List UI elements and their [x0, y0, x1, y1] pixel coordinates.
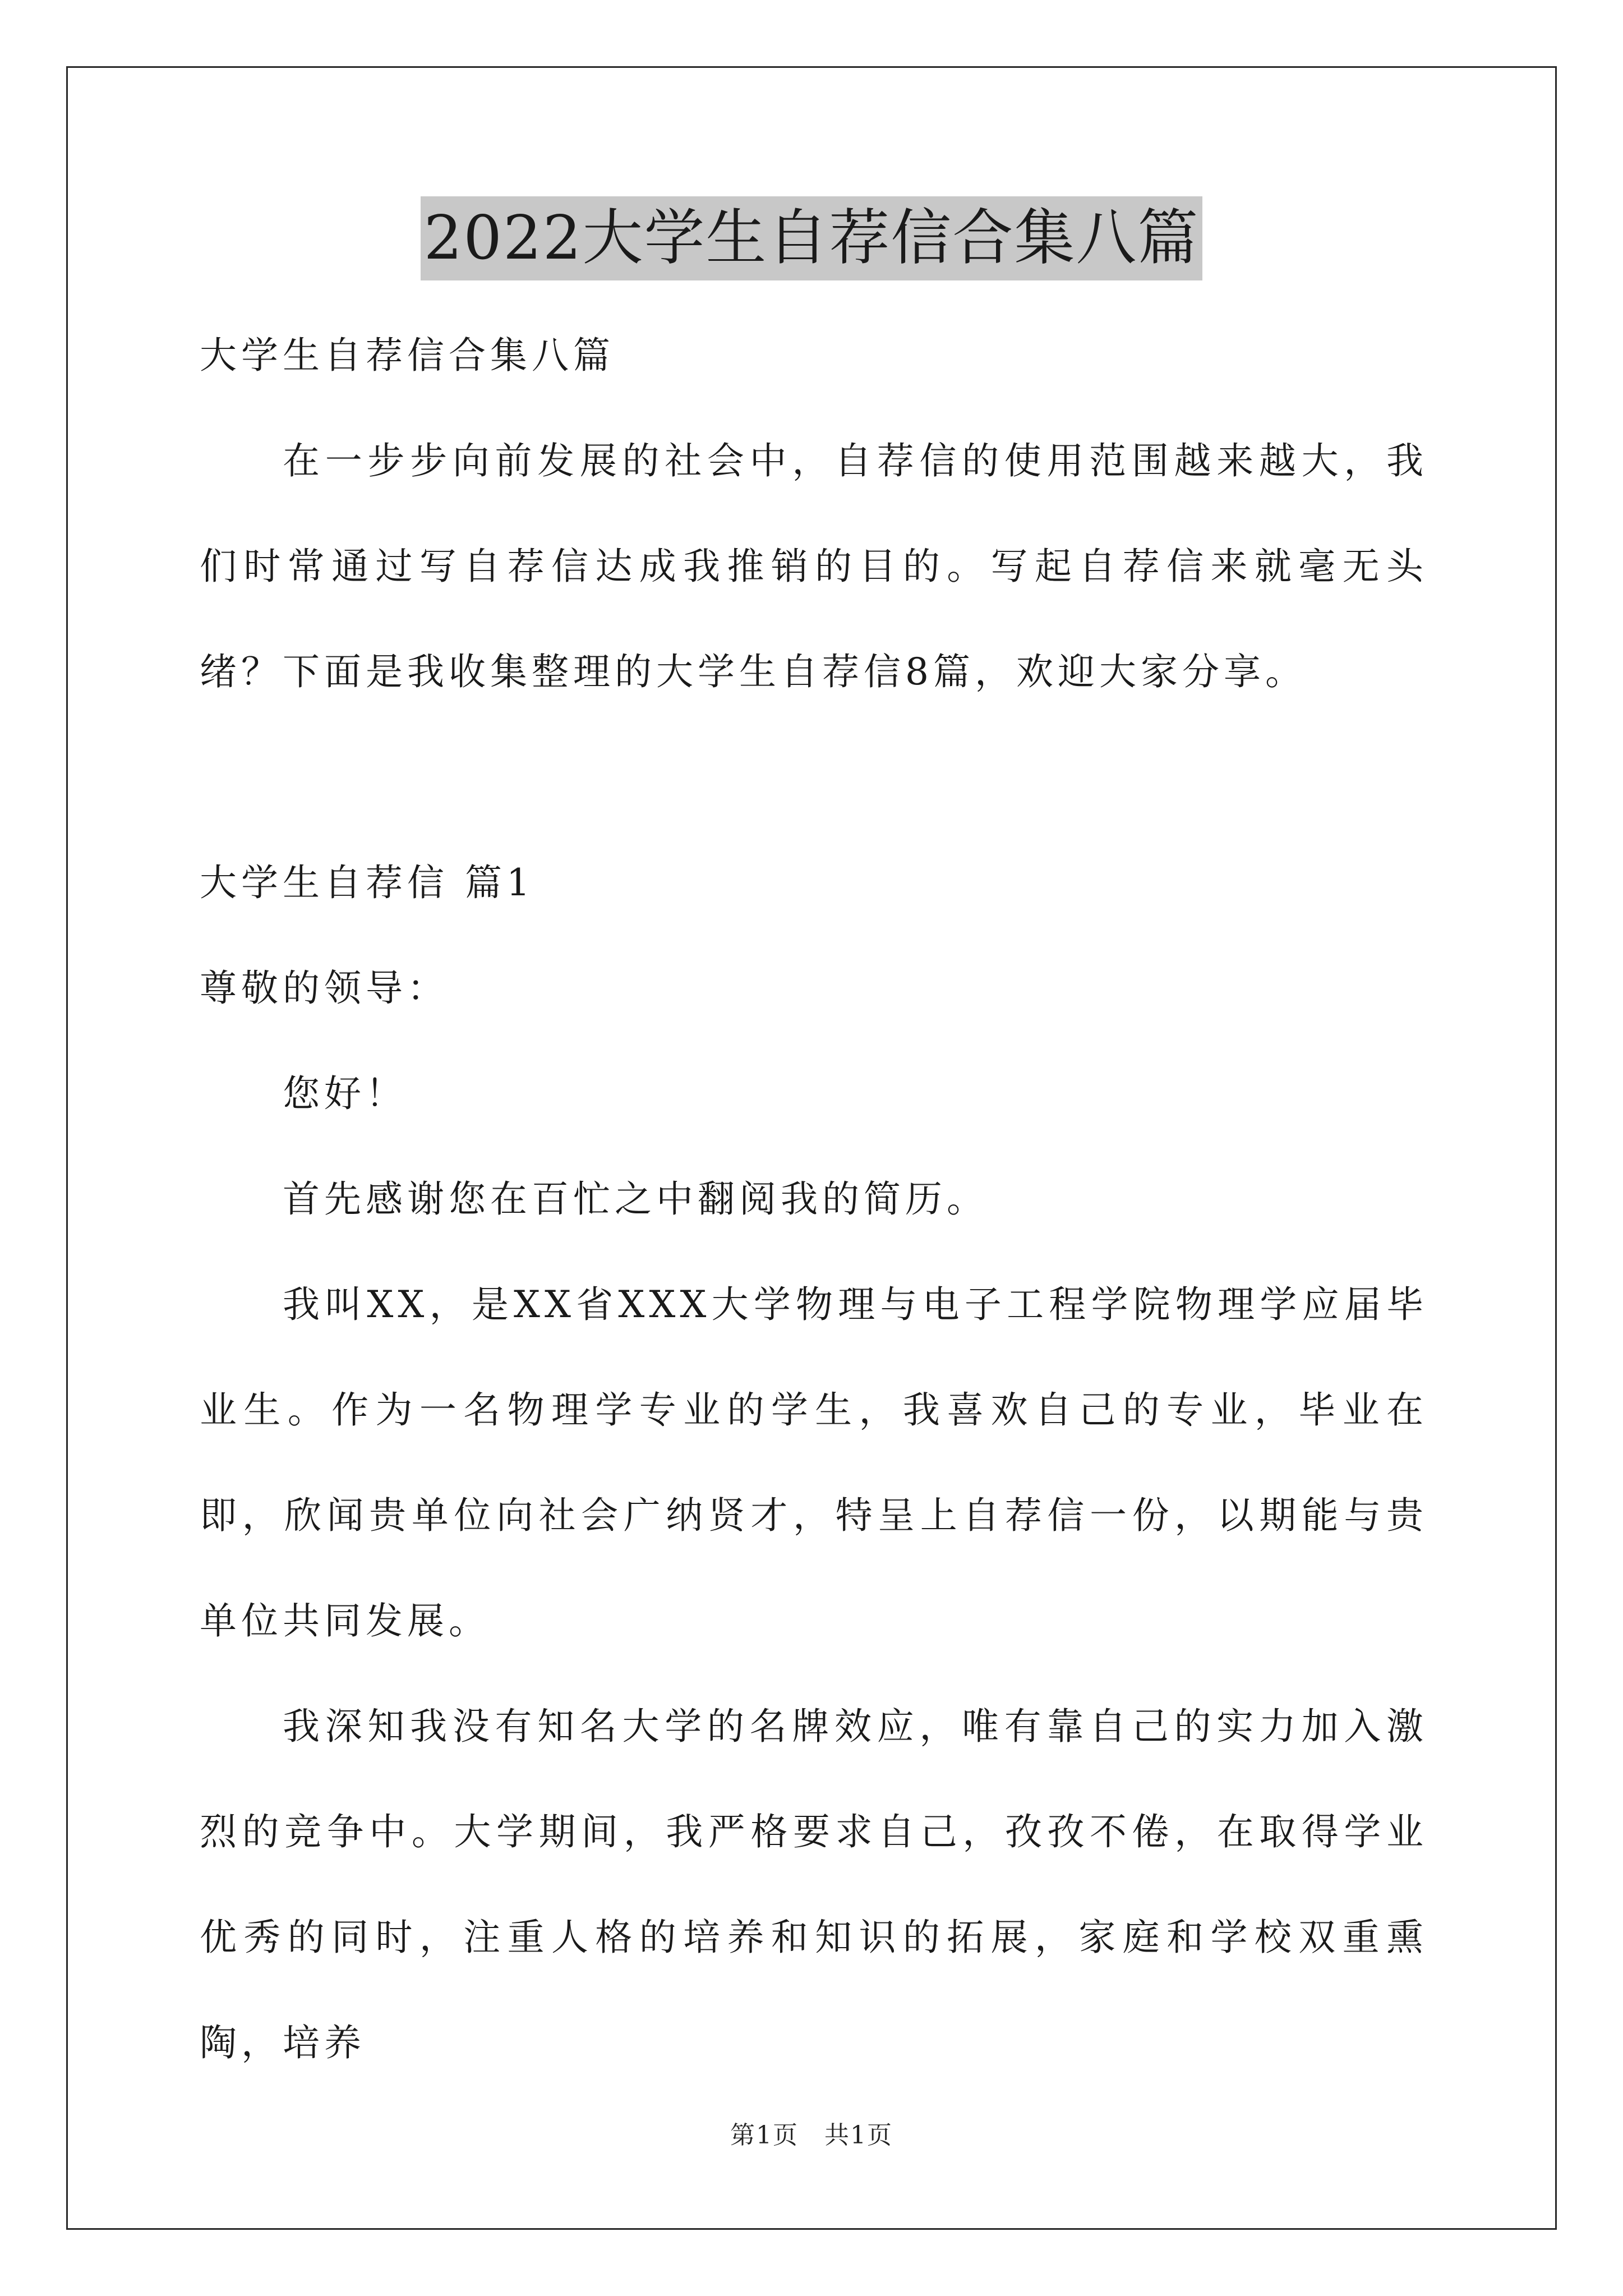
section-heading: 大学生自荐信 篇1: [200, 861, 534, 904]
salutation: 尊敬的领导：: [200, 967, 449, 1010]
body-paragraph: 首先感谢您在百忙之中翻阅我的简历。: [283, 1177, 988, 1221]
page-number-current: 第1页: [730, 2121, 799, 2150]
page-number-total: 共1页: [824, 2121, 893, 2150]
body-paragraph: 我深知我没有知名大学的名牌效应，唯有靠自己的实力加入激烈的竞争中。大学期间，我严格要求自己，孜孜不倦，在取得学业优秀的同时，注重人格的培养和知识的拓展，家庭和学校双重熏陶，培养: [200, 1705, 1428, 2064]
title-container: [0, 196, 1623, 280]
body-paragraph: 我叫XX，是XX省XXX大学物理与电子工程学院物理学应届毕业生。作为一名物理学专业的学生，我喜欢自己的专业，毕业在即，欣闻贵单位向社会广纳贤才，特呈上自荐信一份，以期能与贵单位共同发展。: [200, 1283, 1428, 1642]
page-footer: [0, 2115, 1623, 2151]
document-body: [200, 303, 1428, 2096]
greeting: 您好！: [283, 1072, 407, 1115]
document-title: 2022大学生自荐信合集八篇: [421, 196, 1203, 280]
subtitle: 大学生自荐信合集八篇: [200, 334, 615, 377]
intro-paragraph: 在一步步向前发展的社会中，自荐信的使用范围越来越大，我们时常通过写自荐信达成我推销的目的。写起自荐信来就毫无头绪？下面是我收集整理的大学生自荐信8篇，欢迎大家分享。: [200, 439, 1428, 693]
spacer: [200, 725, 1428, 830]
